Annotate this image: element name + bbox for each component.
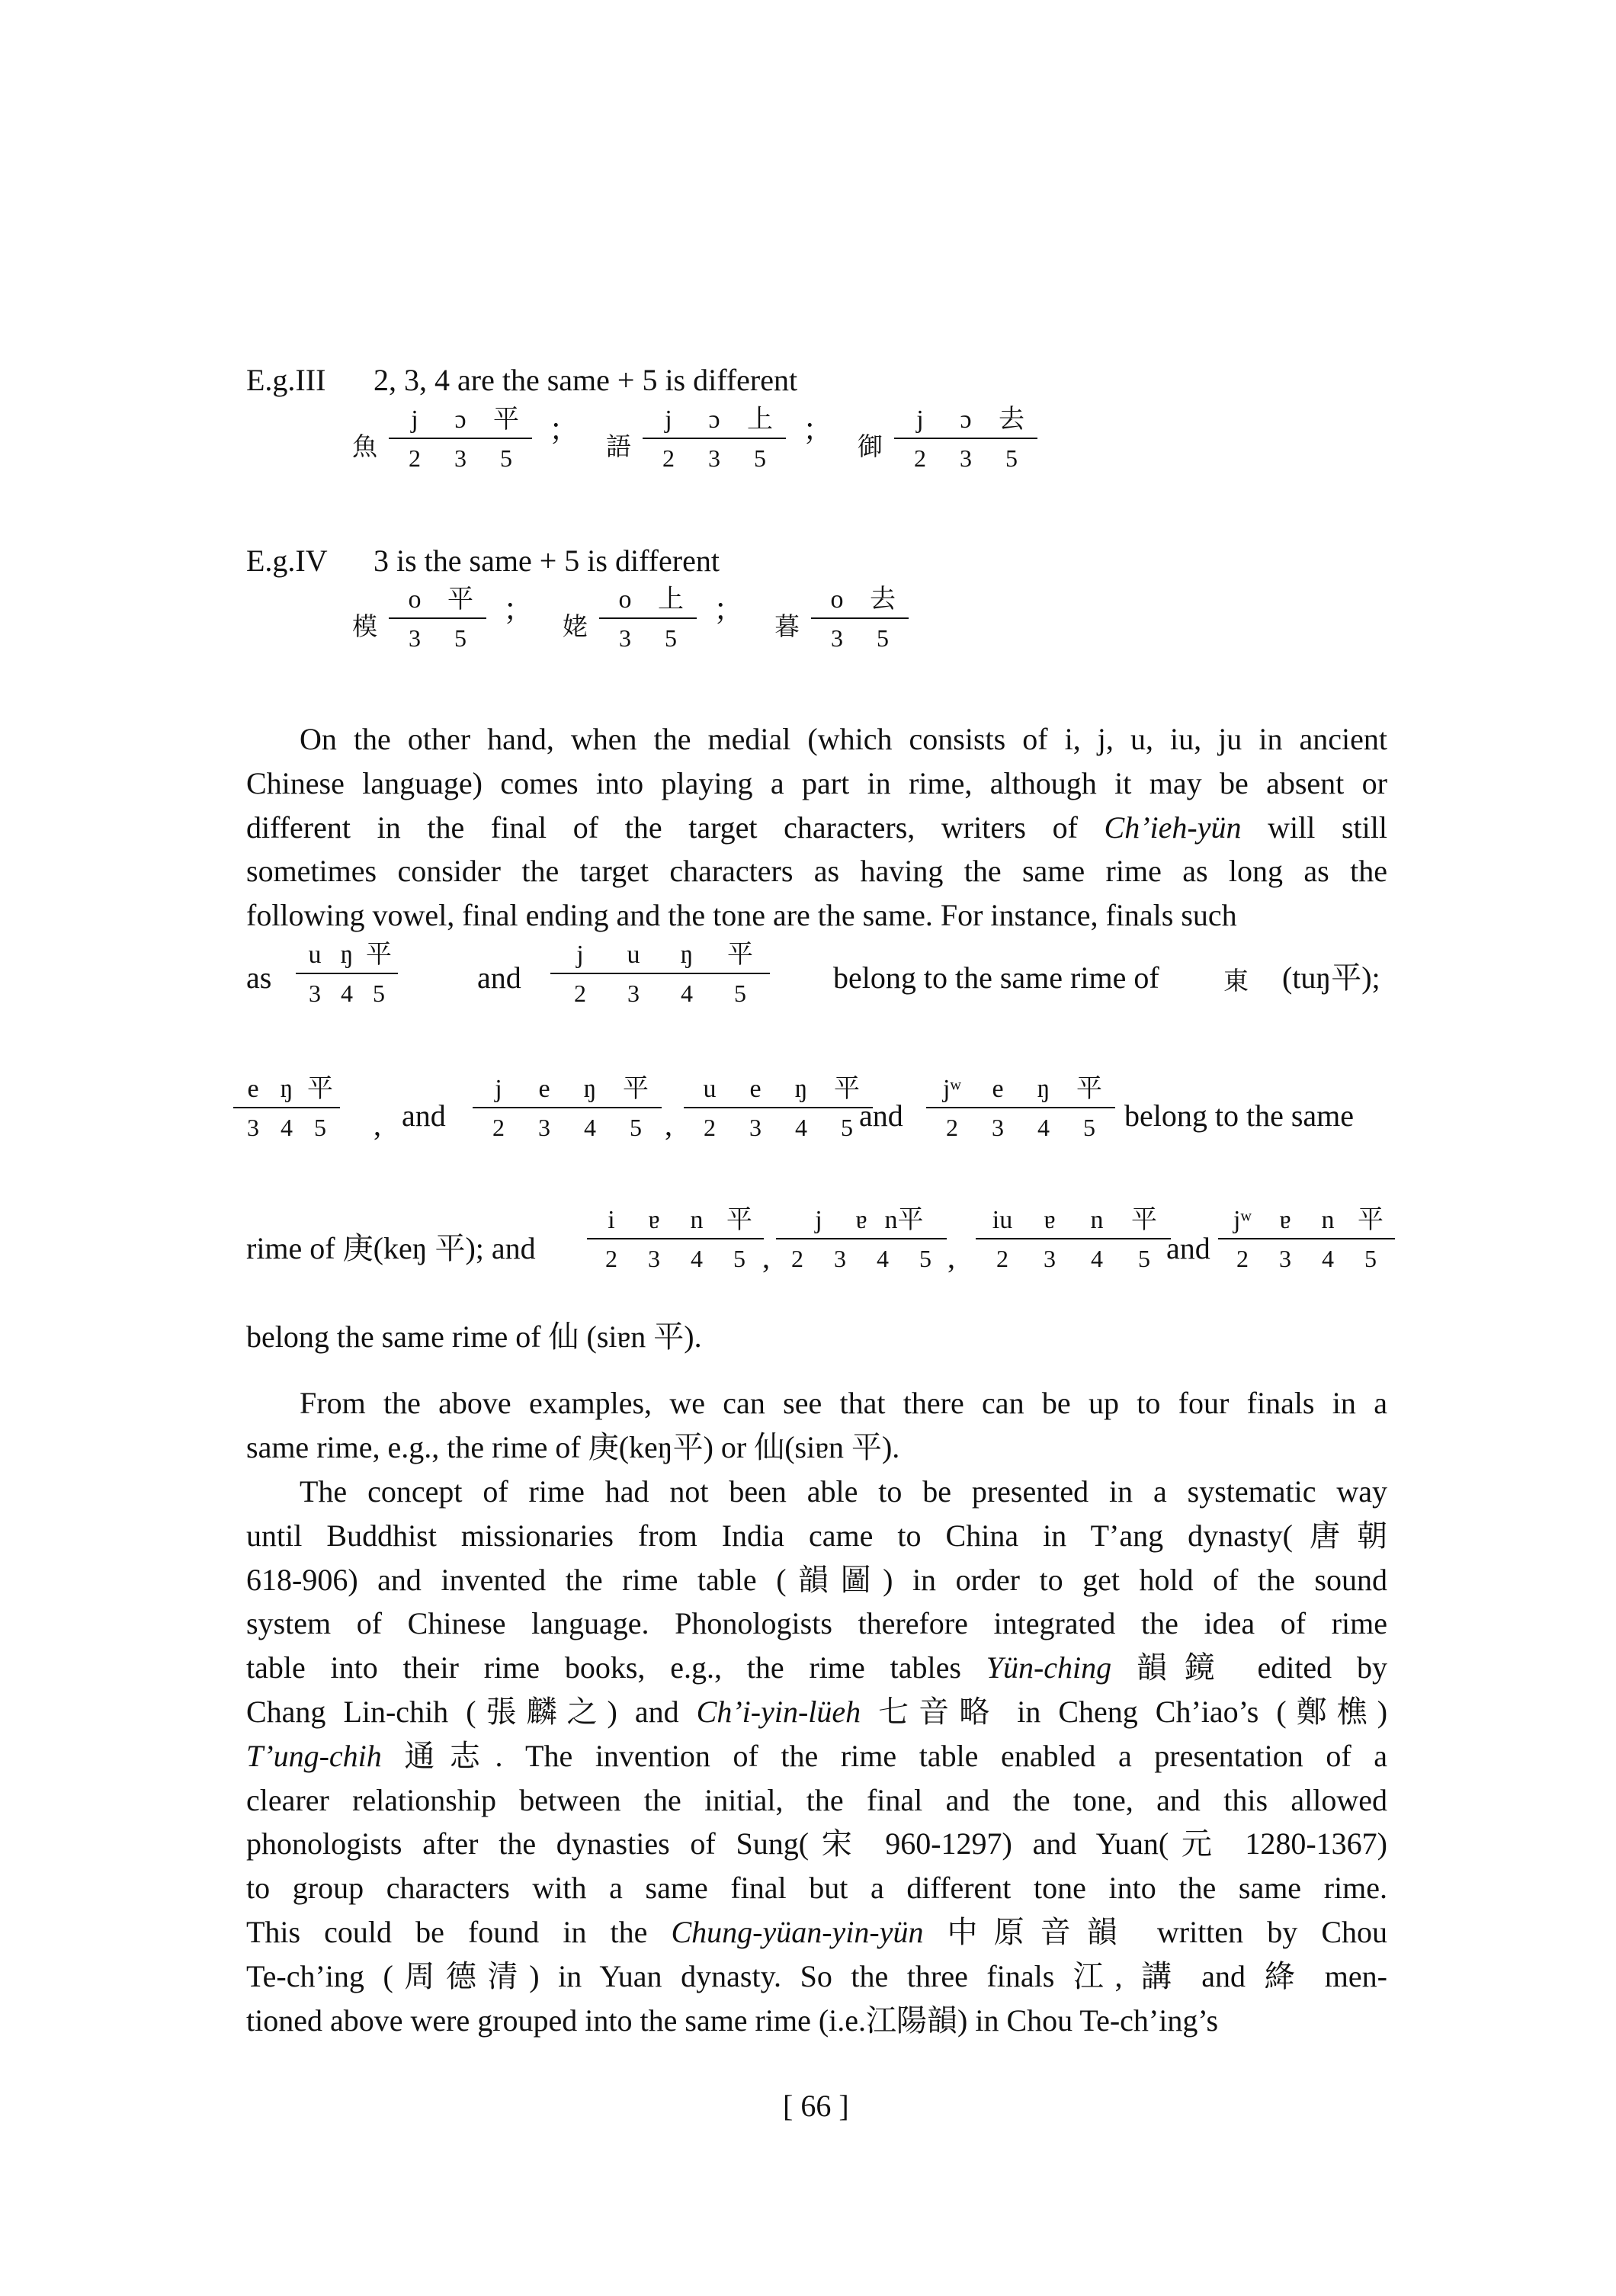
keng-final-1-num-symbol: 平 [307,1075,333,1103]
tung-final-1-num-symbol: ŋ [340,941,354,969]
paragraph-four-finals [246,1381,1387,1470]
eg3-fraction-den-digit: 3 [708,444,720,472]
eg4-fraction-denominator [811,619,909,654]
keng-final-4-den-digit: 2 [946,1114,958,1141]
eg3-fraction-numerator [643,404,786,439]
eg4-fraction-num-symbol: o [408,585,422,614]
sien-final-2-den-digit: 4 [877,1245,889,1272]
eg4-fraction-numerator [811,584,909,619]
eg4-fraction-num-symbol: o [830,585,844,614]
eg3-fraction-numerator [389,404,532,439]
eg4-fraction-den-digit: 3 [409,624,421,652]
eg4-fraction-num-symbol: o [618,585,632,614]
keng-and-2: and [859,1098,903,1133]
eg3-fraction-num-symbol: ɔ [960,406,972,434]
sien-final-3-den-digit: 2 [996,1245,1008,1272]
eg4-text: 3 is the same + 5 is different [374,544,720,578]
eg3-separator: ； [549,412,579,447]
eg3-text: 2, 3, 4 are the same + 5 is different [374,363,798,397]
sien-final-3-num-symbol: iu [992,1206,1013,1234]
keng-final-3-denominator [684,1108,873,1143]
keng-final-4-num-symbol: ŋ [1037,1075,1050,1103]
keng-final-2-num-symbol: 平 [623,1075,649,1103]
sien-final-2-num-symbol: ɐ [855,1206,867,1234]
tung-final-1-num-symbol: u [308,941,322,969]
tung-final-2-den-digit: 3 [627,980,640,1007]
sien-final-2 [776,1204,947,1275]
keng-final-2-numerator [473,1073,662,1108]
keng-final-1-numerator [233,1073,340,1108]
tung-as: as [246,960,272,995]
keng-final-1-den-digit: 4 [281,1114,293,1141]
eg3-fraction-den-digit: 2 [914,444,926,472]
sien-final-4-denominator [1218,1239,1395,1275]
tung-final-1-num-symbol: 平 [366,941,392,969]
eg3-fraction-num-symbol: j [665,406,672,434]
eg3-fraction-num-symbol: ɔ [708,406,720,434]
para3-line: clearer relationship between the initial, the final and the tone, and this allowed [246,1782,1387,1817]
eg3-fraction-den-digit: 2 [409,444,421,472]
eg4-head-char: 模 [352,611,377,641]
eg4-fraction-numerator [389,584,486,619]
para1-line: following vowel, final ending and the tone are the same. For instance, finals such [246,898,1237,933]
eg4-label: E.g.IV [246,544,328,578]
page-number: [ 66 ] [783,2089,849,2123]
eg4-fraction-den-digit: 5 [877,624,889,652]
tung-final-1-denominator [296,974,398,1009]
eg4-separator: ； [503,592,534,627]
tung-romanized: (tuŋ平); [1282,960,1380,995]
keng-final-2-den-digit: 4 [584,1114,596,1141]
eg4-fraction-num-symbol: 去 [870,585,896,614]
sien-final-4 [1218,1204,1395,1275]
para3-line: 618-906) and invented the rime table (韻圖) in order to get hold of the sound [246,1562,1387,1597]
para3-line: T’ung-chih 通志. The invention of the rime table enabled a presentation of a [246,1738,1387,1773]
sien-final-3 [976,1204,1171,1275]
sien-final-1 [587,1204,764,1275]
eg4-head-char: 姥 [563,611,588,641]
sien-final-1-den-digit: 2 [605,1245,617,1272]
eg3-fraction-den-digit: 3 [960,444,972,472]
tung-final-2-den-digit: 2 [574,980,586,1007]
keng-final-3-num-symbol: ŋ [794,1075,808,1103]
keng-final-2-den-digit: 2 [492,1114,505,1141]
tung-tail: belong to the same rime of [833,960,1159,995]
sien-final-1-numerator [587,1204,764,1239]
sien-lead: rime of 庚(keŋ 平); and [246,1231,536,1265]
sien-final-3-den-digit: 3 [1044,1245,1056,1272]
eg4-fraction-den-digit: 5 [454,624,467,652]
eg3-fraction-num-symbol: 去 [999,406,1024,434]
eg3-fraction-den-digit: 5 [500,444,512,472]
keng-final-2-num-symbol: ŋ [583,1075,597,1103]
keng-final-4-den-digit: 4 [1037,1114,1050,1141]
para2-line: From the above examples, we can see that there can be up to four finals in a [300,1386,1387,1420]
sien-final-4-num-symbol: jʷ [1233,1206,1252,1234]
eg3-separator: ； [803,412,833,447]
keng-final-4-num-symbol: jʷ [942,1075,961,1103]
para3-line: tioned above were grouped into the same rime (i.e.江陽韻) in Chou Te-ch’ing’s [246,2003,1219,2038]
sien-final-4-num-symbol: 平 [1358,1206,1384,1234]
eg3-fraction-num-symbol: 平 [493,406,519,434]
sien-final-1-num-symbol: ɐ [648,1206,660,1234]
keng-final-2-den-digit: 3 [538,1114,550,1141]
para3-line: This could be found in the Chung-yüan-yin-yün 中原音韻 written by Chou [246,1914,1387,1949]
keng-final-4-denominator [926,1108,1115,1143]
keng-final-4-den-digit: 3 [992,1114,1004,1141]
eg4-fraction-den-digit: 3 [619,624,631,652]
keng-final-1-denominator [233,1108,340,1143]
keng-final-1 [233,1073,340,1143]
para1-line: On the other hand, when the medial (which consists of i, j, u, iu, ju in ancient [300,722,1387,756]
keng-final-3-den-digit: 3 [749,1114,762,1141]
keng-final-2-denominator [473,1108,662,1143]
keng-final-2-num-symbol: e [538,1075,550,1103]
keng-final-3 [684,1073,873,1143]
tung-final-2-num-symbol: u [627,941,640,969]
sien-final-2-den-digit: 5 [919,1245,931,1272]
keng-final-2-den-digit: 5 [630,1114,642,1141]
eg3-fraction-num-symbol: 上 [747,406,773,434]
sien-final-1-denominator [587,1239,764,1275]
eg4-fraction [811,584,909,654]
keng-final-1-den-digit: 3 [247,1114,259,1141]
eg3-fraction-denominator [894,439,1037,474]
sien-final-2-denominator [776,1239,947,1275]
keng-final-3-numerator [684,1073,873,1108]
sien-final-3-num-symbol: 平 [1131,1206,1157,1234]
para3-line: phonologists after the dynasties of Sung(宋 960-1297) and Yuan(元 1280-1367) [246,1826,1387,1861]
sien-final-4-num-symbol: ɐ [1279,1206,1291,1234]
sien-final-1-num-symbol: 平 [726,1206,752,1234]
keng-comma-1: , [374,1108,381,1142]
eg4-fraction-num-symbol: 上 [658,585,684,614]
tung-final-2-num-symbol: 平 [727,941,753,969]
keng-final-2-num-symbol: j [495,1075,502,1103]
sien-final-1-num-symbol: n [690,1206,704,1234]
para3-line: The concept of rime had not been able to be presented in a systematic way [300,1474,1387,1509]
para1-line: different in the final of the target characters, writers of Ch’ieh-yün will still [246,810,1388,845]
tung-final-2-den-digit: 4 [681,980,693,1007]
sien-comma-2: , [947,1240,955,1275]
sien-comma-1: , [762,1240,770,1275]
sien-final-3-num-symbol: ɐ [1044,1206,1056,1234]
para3-line: table into their rime books, e.g., the rime tables Yün-ching 韻鏡 edited by [246,1650,1388,1685]
sien-final-2-num-symbol: j [815,1206,822,1234]
keng-final-3-num-symbol: e [749,1075,762,1103]
tung-final-1 [296,939,398,1009]
sien-final-2-numerator [776,1204,947,1239]
tung-final-2-num-symbol: j [576,941,584,969]
eg4-fraction [389,584,486,654]
tung-final-1-den-digit: 3 [309,980,321,1007]
keng-final-1-num-symbol: e [247,1075,259,1103]
keng-final-4-num-symbol: 平 [1076,1075,1102,1103]
sien-final-3-den-digit: 4 [1091,1245,1103,1272]
para3-line: Te-ch’ing (周德清) in Yuan dynasty. So the three finals 江, 講 and 絳 men- [246,1958,1387,1993]
para1-line: sometimes consider the target characters as having the same rime as long as the [246,854,1387,889]
eg3-head-char: 御 [858,431,883,461]
keng-final-4-den-digit: 5 [1083,1114,1095,1141]
keng-final-3-num-symbol: 平 [834,1075,860,1103]
eg3-head-char: 語 [606,431,631,461]
keng-and-1: and [402,1098,446,1133]
eg4-fraction-num-symbol: 平 [447,585,473,614]
para3-line: Chang Lin-chih (張麟之) and Ch’i-yin-lüeh 七音略 in Cheng Ch’iao’s (鄭樵) [246,1694,1388,1729]
sien-final-1-num-symbol: i [608,1206,615,1234]
keng-final-3-den-digit: 4 [795,1114,807,1141]
sien-final-2-num-symbol: n平 [884,1206,924,1234]
paragraph-rime-table [246,1470,1387,2042]
sien-final-1-den-digit: 5 [733,1245,745,1272]
tung-final-1-den-digit: 4 [341,980,353,1007]
eg4-fraction-den-digit: 5 [665,624,677,652]
keng-comma-2: , [665,1108,672,1142]
para3-line: to group characters with a same final but a different tone into the same rime. [246,1871,1387,1906]
keng-final-4-numerator [926,1073,1115,1108]
eg4-fraction [599,584,697,654]
eg4-fraction-den-digit: 3 [831,624,843,652]
tung-final-1-numerator [296,939,398,974]
tung-final-2 [550,939,770,1009]
eg3-fraction [389,404,532,474]
keng-final-1-num-symbol: ŋ [280,1075,293,1103]
keng-final-3-num-symbol: u [703,1075,717,1103]
eg3-fraction-denominator [389,439,532,474]
eg4-head-char: 暮 [774,611,800,641]
eg3-fraction-den-digit: 5 [754,444,766,472]
sien-final-4-numerator [1218,1204,1395,1239]
sien-and: and [1166,1231,1210,1265]
sien-final-4-den-digit: 2 [1236,1245,1249,1272]
sien-final-2-den-digit: 2 [791,1245,803,1272]
sien-final-4-num-symbol: n [1321,1206,1335,1234]
sien-final-4-den-digit: 5 [1364,1245,1377,1272]
eg3-fraction-den-digit: 5 [1005,444,1018,472]
paragraph-medial [246,717,1387,938]
eg4-separator: ； [713,592,744,627]
para2-line: same rime, e.g., the rime of 庚(keŋ平) or 仙(siɐn 平). [246,1429,900,1464]
eg4-fraction-denominator [599,619,697,654]
tung-final-2-denominator [550,974,770,1009]
tung-final-2-num-symbol: ŋ [680,941,694,969]
para1-line: Chinese language) comes into playing a part in rime, although it may be absent or [246,765,1387,800]
eg3-fraction-num-symbol: j [411,406,418,434]
tung-char: 東 [1223,966,1249,996]
sien-final-4-den-digit: 4 [1322,1245,1334,1272]
sien-final-3-num-symbol: n [1090,1206,1104,1234]
eg3-fraction-den-digit: 2 [662,444,675,472]
eg4-fraction-denominator [389,619,486,654]
tung-and: and [477,960,521,995]
eg3-fraction-num-symbol: ɔ [454,406,467,434]
tung-final-2-numerator [550,939,770,974]
sien-final-1-den-digit: 3 [648,1245,660,1272]
para3-line: until Buddhist missionaries from India came to China in T’ang dynasty(唐朝 [246,1518,1387,1553]
eg3-head-char: 魚 [352,431,377,461]
sien-final-4-den-digit: 3 [1279,1245,1291,1272]
keng-final-4-num-symbol: e [992,1075,1004,1103]
eg3-label: E.g.III [246,363,326,397]
sien-final-3-numerator [976,1204,1171,1239]
sien-final-2-den-digit: 3 [834,1245,846,1272]
sien-final-1-den-digit: 4 [691,1245,703,1272]
eg3-fraction-denominator [643,439,786,474]
keng-tail: belong to the same [1124,1098,1355,1133]
para3-line: system of Chinese language. Phonologists therefore integrated the idea of rime [246,1606,1387,1641]
eg3-fraction [643,404,786,474]
sien-final-3-den-digit: 5 [1138,1245,1150,1272]
tung-final-1-den-digit: 5 [373,980,385,1007]
keng-final-1-den-digit: 5 [314,1114,326,1141]
keng-final-4 [926,1073,1115,1143]
keng-final-2 [473,1073,662,1143]
keng-final-3-den-digit: 5 [841,1114,853,1141]
eg4-fraction-numerator [599,584,697,619]
sien-final-3-denominator [976,1239,1171,1275]
tung-final-2-den-digit: 5 [734,980,746,1007]
keng-final-3-den-digit: 2 [704,1114,716,1141]
eg3-fraction-den-digit: 3 [454,444,467,472]
eg3-fraction-num-symbol: j [916,406,924,434]
belong-sien-line: belong the same rime of 仙 (siɐn 平). [246,1320,702,1354]
eg3-fraction [894,404,1037,474]
eg3-fraction-numerator [894,404,1037,439]
